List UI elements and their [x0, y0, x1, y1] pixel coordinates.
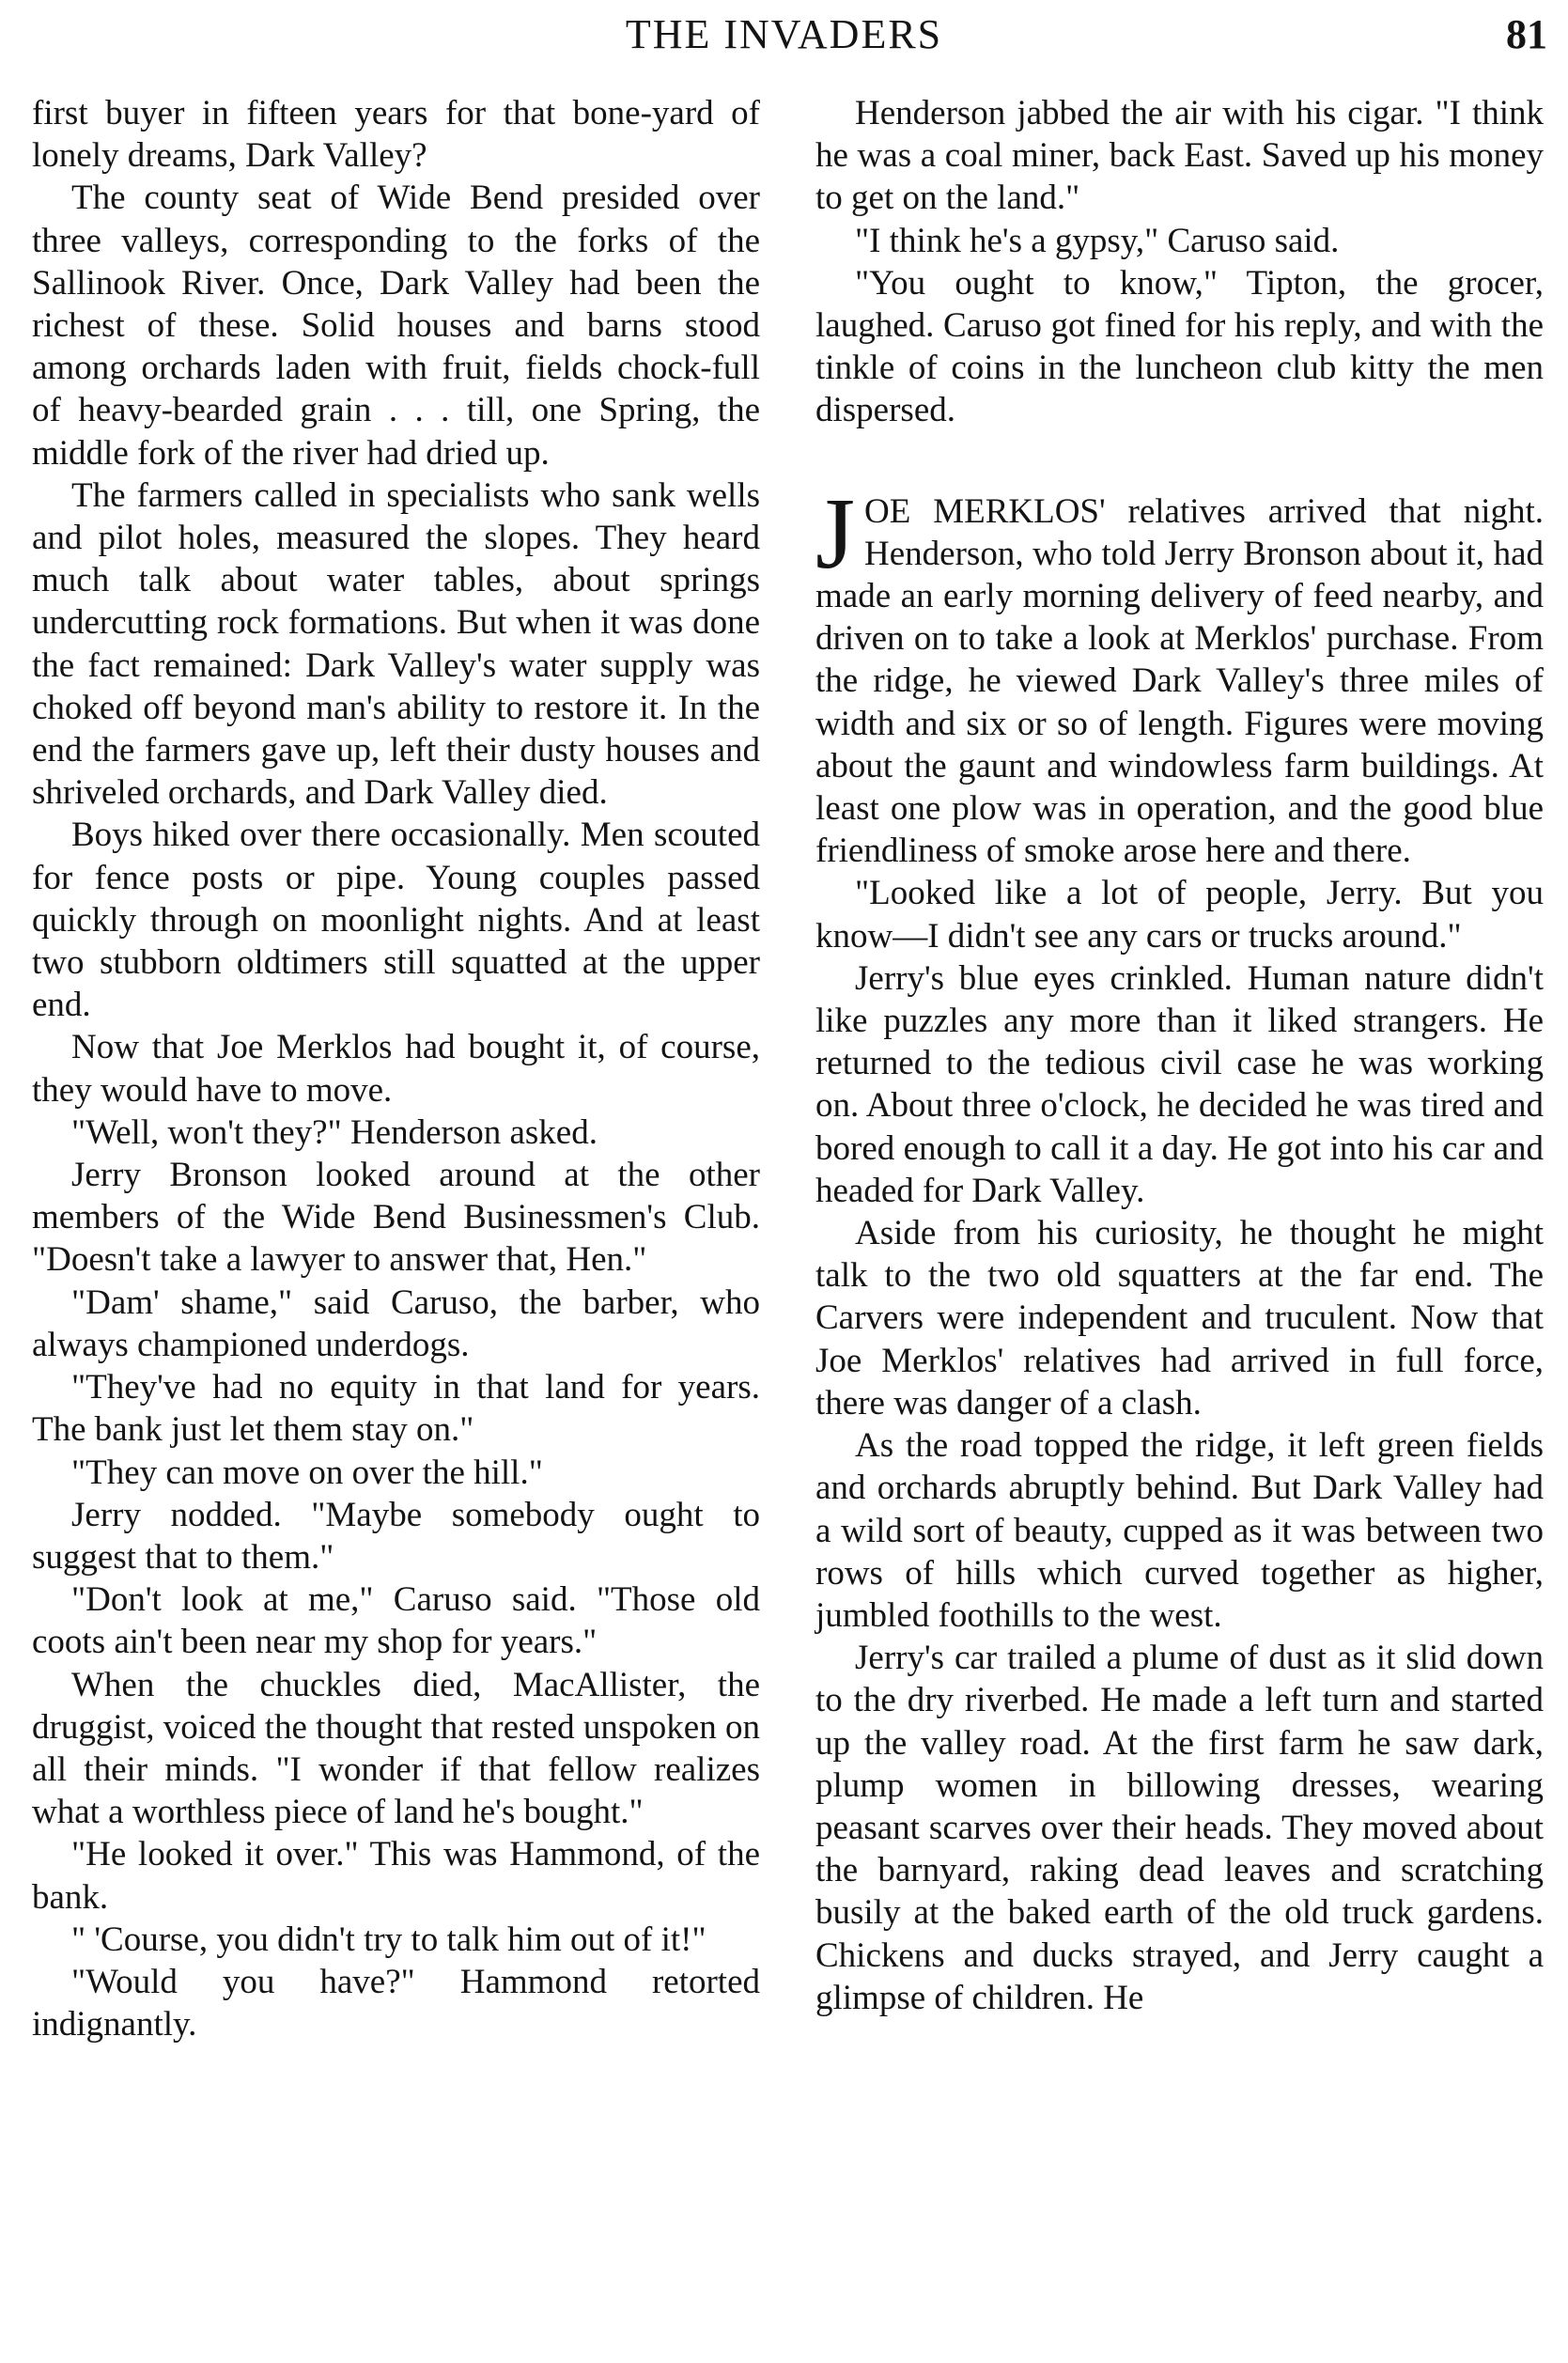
- paragraph: Jerry Bronson looked around at the other members of the Wide Bend Businessmen's Club. "Doesn't take a lawyer to answer that, Hen.": [32, 1156, 760, 1280]
- paragraph: Jerry's car trailed a plume of dust as it slid down to the dry riverbed. He made a left turn and started up the valley road. At the first farm he saw dark, plump women in billowing dresses, wearing peasant scarves over their heads. They moved about the barnyard, raking dead leaves and scratching busily at the baked earth of the old truck gardens. Chickens and ducks strayed, and Jerry caught a glimpse of children. He: [815, 1639, 1544, 2017]
- paragraph: "They can move on over the hill.": [71, 1453, 543, 1492]
- paragraph: The county seat of Wide Bend presided over three valleys, corresponding to the forks of the Sallinook River. Once, Dark Valley had been the richest of these. Solid houses and barns stood among orchards laden with fruit, fields chock-full of heavy-bearded grain . . . till, one Spring, the middle fork of the river had dried up.: [32, 179, 760, 473]
- paragraph: " 'Course, you didn't try to talk him out of it!": [71, 1920, 706, 1959]
- paragraph: The farmers called in specialists who sank wells and pilot holes, measured the slopes. They heard much talk about water tables, about springs undercutting rock formations. But when it was done the fact remained: Dark Valley's water supply was choked off beyond man's ability to restore it. In the end the farmers gave up, left their dusty houses and shriveled orchards, and Dark Valley died.: [32, 475, 760, 813]
- paragraph: "Looked like a lot of people, Jerry. But you know—I didn't see any cars or trucks around.": [815, 874, 1544, 956]
- page-number: 81: [1506, 11, 1547, 57]
- paragraph: "I think he's a gypsy," Caruso said.: [855, 221, 1340, 260]
- drop-cap: J: [815, 477, 856, 590]
- running-head: [0, 8, 1568, 62]
- paragraph: Boys hiked over there occasionally. Men scouted for fence posts or pipe. Young couples passed quickly through on moonlight nights. And at least two stubborn oldtimers still squatted at the upper end.: [32, 816, 760, 1025]
- paragraph: "Well, won't they?" Henderson asked.: [71, 1112, 598, 1152]
- paragraph: As the road topped the ridge, it left green fields and orchards abruptly behind. But Dark Valley had a wild sort of beauty, cupped as it was between two rows of hills which curved together as higher, jumbled foothills to the west.: [815, 1426, 1544, 1635]
- paragraph: "Don't look at me," Caruso said. "Those old coots ain't been near my shop for years.": [32, 1580, 760, 1662]
- paragraph: "He looked it over." This was Hammond, of the bank.: [32, 1835, 760, 1917]
- running-title: THE INVADERS: [625, 11, 943, 57]
- left-column: [32, 92, 760, 2045]
- paragraph: Jerry nodded. "Maybe somebody ought to suggest that to them.": [32, 1495, 760, 1577]
- paragraph: "They've had no equity in that land for years. The bank just let them stay on.": [32, 1368, 760, 1450]
- paragraph: When the chuckles died, MacAllister, the druggist, voiced the thought that rested unspoken on all their minds. "I wonder if that fellow realizes what a worthless piece of land he's bought.": [32, 1665, 760, 1832]
- paragraph: Now that Joe Merklos had bought it, of course, they would have to move.: [32, 1028, 760, 1110]
- paragraph-text: OE MERKLOS' relatives arrived that night. Henderson, who told Jerry Bronson about it, had made an early morning delivery of feed nearby, and driven on to take a look at Merklos' purchase. From the ridge, he viewed Dark Valley's three miles of width and six or so of length. Figures were moving about the gaunt and windowless farm buildings. At least one plow was in operation, and the good blue friendliness of smoke arose here and there.: [815, 491, 1544, 871]
- paragraph: Jerry's blue eyes crinkled. Human nature didn't like puzzles any more than it liked strangers. He returned to the tedious civil case he was working on. About three o'clock, he decided he was tired and bored enough to call it a day. He got into his car and headed for Dark Valley.: [815, 958, 1544, 1210]
- paragraph: Henderson jabbed the air with his cigar. "I think he was a coal miner, back East. Saved up his money to get on the land.": [815, 94, 1544, 218]
- paragraph: "Dam' shame," said Caruso, the barber, who always championed underdogs.: [32, 1283, 760, 1364]
- paragraph: "Would you have?" Hammond retorted indignantly.: [32, 1962, 760, 2044]
- paragraph: "You ought to know," Tipton, the grocer, laughed. Caruso got fined for his reply, and with the tinkle of coins in the luncheon club kitty the men dispersed.: [815, 263, 1544, 430]
- paragraph: first buyer in fifteen years for that bone-yard of lonely dreams, Dark Valley?: [32, 94, 760, 176]
- paragraph: Aside from his curiosity, he thought he might talk to the two old squatters at the far end. The Carvers were independent and truculent. Now that Joe Merklos' relatives had arrived in full force, there was danger of a clash.: [815, 1214, 1544, 1422]
- right-column: [815, 92, 1544, 2019]
- section-opening-paragraph: [815, 477, 1544, 873]
